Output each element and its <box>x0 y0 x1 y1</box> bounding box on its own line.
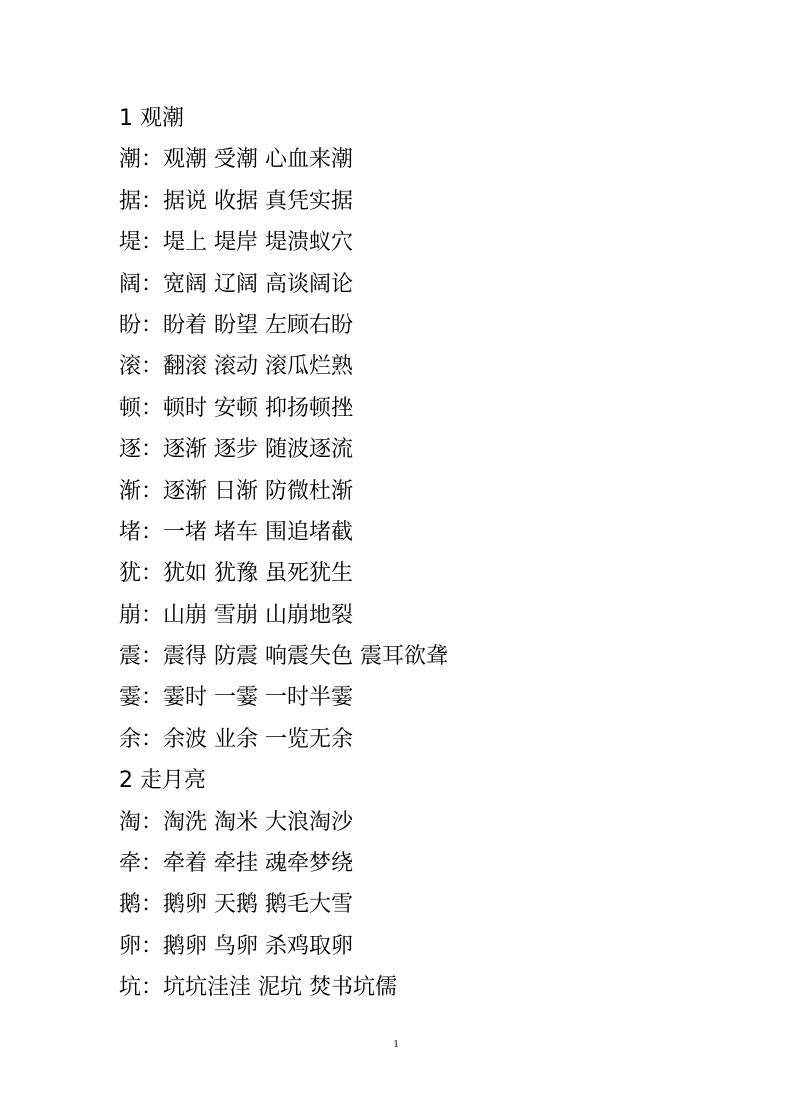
vocab-line: 牵：牵着 牵挂 魂牵梦绕 <box>119 851 353 877</box>
page-number: 1 <box>393 1038 399 1050</box>
vocab-line: 淘：淘洗 淘米 大浪淘沙 <box>119 809 353 835</box>
vocab-line: 霎：霎时 一霎 一时半霎 <box>119 685 353 711</box>
vocab-line: 崩：山崩 雪崩 山崩地裂 <box>119 602 353 628</box>
vocab-line: 逐：逐渐 逐步 随波逐流 <box>119 437 353 463</box>
vocab-line: 渐：逐渐 日渐 防微杜渐 <box>119 478 353 504</box>
vocab-line: 坑：坑坑洼洼 泥坑 焚书坑儒 <box>119 975 397 1001</box>
vocab-line: 潮：观潮 受潮 心血来潮 <box>119 147 353 173</box>
vocab-line: 滚：翻滚 滚动 滚瓜烂熟 <box>119 354 353 380</box>
vocab-line: 卵：鹅卵 鸟卵 杀鸡取卵 <box>119 933 353 959</box>
vocab-line: 据：据说 收据 真凭实据 <box>119 188 353 214</box>
lesson-heading: 2 走月亮 <box>119 768 206 794</box>
vocab-line: 余：余波 业余 一览无余 <box>119 726 353 752</box>
lesson-heading: 1 观潮 <box>119 106 184 131</box>
vocab-line: 盼：盼着 盼望 左顾右盼 <box>119 312 353 338</box>
vocab-line: 顿：顿时 安顿 抑扬顿挫 <box>119 395 353 421</box>
vocab-line: 阔：宽阔 辽阔 高谈阔论 <box>119 271 353 297</box>
vocab-line: 震：震得 防震 响震失色 震耳欲聋 <box>119 644 448 670</box>
vocab-line: 堤：堤上 堤岸 堤溃蚁穴 <box>119 230 353 256</box>
vocab-line: 堵：一堵 堵车 围追堵截 <box>119 519 353 545</box>
document-body <box>119 98 739 1009</box>
vocab-line: 鹅：鹅卵 天鹅 鹅毛大雪 <box>119 892 353 918</box>
vocab-line: 犹：犹如 犹豫 虽死犹生 <box>119 561 353 587</box>
